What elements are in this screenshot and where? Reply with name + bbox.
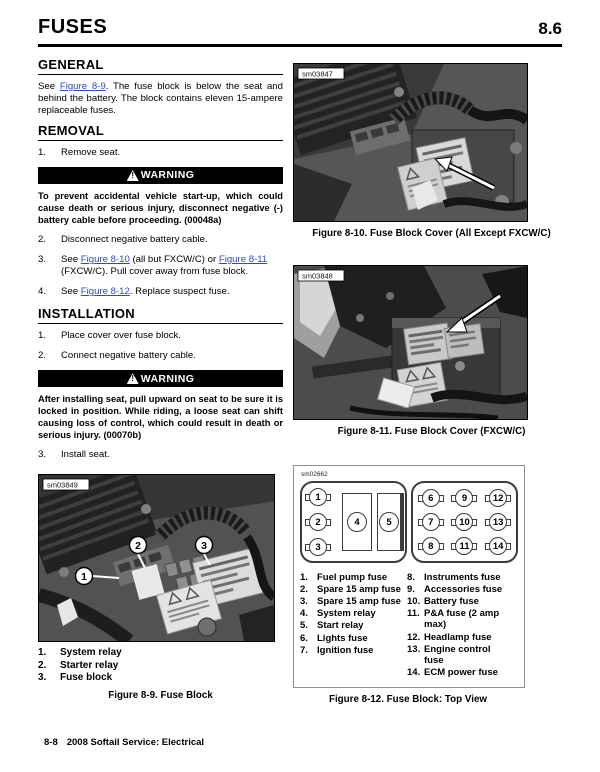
footer-page-number: 8-8 <box>44 737 58 748</box>
legend-number: 12. <box>407 631 421 643</box>
legend-number: 5. <box>300 620 308 632</box>
removal-heading: REMOVAL <box>38 123 283 141</box>
svg-text:1: 1 <box>81 571 87 584</box>
fuse-number: 10 <box>455 513 473 531</box>
text: See <box>61 254 81 266</box>
fuse-number: 9 <box>455 489 473 507</box>
page-footer <box>44 737 204 748</box>
step-text: Install seat. <box>61 449 110 461</box>
fuse-13 <box>485 513 511 531</box>
page-header <box>38 16 562 47</box>
figure-8-11 <box>293 265 570 437</box>
text: (FXCW/C). Pull cover away from fuse block. <box>61 266 249 278</box>
svg-text:2: 2 <box>135 540 141 553</box>
general-text-lead: See <box>38 81 60 92</box>
step-number: 4. <box>38 286 47 298</box>
legend-number: 3. <box>38 671 47 683</box>
legend-item <box>407 644 506 666</box>
legend-item <box>300 584 407 595</box>
legend-number: 10. <box>407 596 421 608</box>
legend-label: Battery fuse <box>424 596 479 608</box>
fuse-10 <box>451 513 477 531</box>
figure-8-12-link[interactable]: Figure 8-12 <box>80 286 130 298</box>
figure-caption <box>293 228 570 239</box>
legend-label: Spare 15 amp fuse <box>317 584 401 596</box>
legend-item <box>300 608 407 619</box>
legend-label: P&A fuse (2 amp max) <box>424 608 500 631</box>
figure-8-9-photo <box>38 474 275 642</box>
step-number: 2. <box>38 350 47 362</box>
legend-number: 14. <box>407 666 421 678</box>
right-column <box>293 52 570 705</box>
legend-item <box>407 584 506 595</box>
legend-label: Accessories fuse <box>424 584 503 596</box>
legend-item <box>38 660 283 672</box>
legend-item <box>300 620 407 631</box>
general-heading: GENERAL <box>38 57 283 75</box>
installation-step-1 <box>38 330 283 342</box>
figure-caption <box>293 426 570 437</box>
step-text: Disconnect negative battery cable. <box>61 234 208 246</box>
caption-text: Figure 8-12. Fuse Block: Top View <box>328 693 488 705</box>
legend-column-left <box>300 572 407 679</box>
legend-item <box>300 572 407 583</box>
legend-number: 7. <box>300 644 308 656</box>
fuse-number: 13 <box>489 513 507 531</box>
figure-8-9-link[interactable]: Figure 8-9 <box>59 81 106 92</box>
warning-icon <box>127 373 139 384</box>
fuse-12 <box>485 489 511 507</box>
figure-8-10 <box>293 63 570 239</box>
legend-label: System relay <box>60 647 122 659</box>
legend-item <box>300 633 407 644</box>
text: (all but FXCW/C) or <box>129 254 219 266</box>
figure-8-12-diagram <box>293 465 525 688</box>
warning-text: To prevent accidental vehicle start-up, which could cause death or serious injury, disconnect negative (-) battery cable before proceeding. (00048a) <box>38 190 283 226</box>
fuse-block-top-view <box>300 481 518 563</box>
legend-column-right <box>407 572 506 679</box>
step-text: Place cover over fuse block. <box>61 330 181 342</box>
figure-caption <box>293 694 523 705</box>
relay-number: 4 <box>347 512 367 532</box>
fuse-11 <box>451 537 477 555</box>
figure-8-11-link[interactable]: Figure 8-11 <box>218 254 268 266</box>
legend-item <box>300 645 407 656</box>
figure-8-10-photo <box>293 63 528 222</box>
legend-label: Ignition fuse <box>317 644 374 656</box>
installation-step-2 <box>38 350 283 362</box>
figure-8-9 <box>38 474 283 701</box>
general-text-rest: . The fuse block is below the seat and behind the battery. The block contains eleven 15-ampere replaceable fuses. <box>38 81 283 116</box>
step-number: 3. <box>38 449 47 461</box>
legend-number: 2. <box>300 584 308 596</box>
legend-label: Engine control fuse <box>424 643 491 666</box>
fuse-9 <box>451 489 477 507</box>
legend-item <box>300 596 407 607</box>
legend-label: Lights fuse <box>317 632 368 644</box>
fuse-block-right-section <box>411 481 518 563</box>
step-number: 2. <box>38 234 47 246</box>
step-text <box>61 286 283 298</box>
legend-label: Headlamp fuse <box>424 631 492 643</box>
warning-label: WARNING <box>140 372 195 385</box>
removal-step-4 <box>38 286 283 298</box>
legend-label: System relay <box>317 608 376 620</box>
fuse-number: 2 <box>309 513 327 531</box>
page-title: FUSES <box>38 16 108 38</box>
legend-number: 6. <box>300 632 308 644</box>
fuse-number: 8 <box>422 537 440 555</box>
relay-4 <box>342 493 372 551</box>
legend-label: Start relay <box>317 620 364 632</box>
step-number: 1. <box>38 330 47 342</box>
photo-id-tag <box>43 479 89 490</box>
fuse-6 <box>418 489 444 507</box>
svg-text:sm03849: sm03849 <box>47 480 78 490</box>
legend-item <box>407 608 506 630</box>
fuse-7 <box>418 513 444 531</box>
fuse-2 <box>305 513 331 531</box>
figure-8-9-legend <box>38 647 283 684</box>
callout-2 <box>130 537 147 554</box>
installation-step-3 <box>38 449 283 461</box>
fuse-14 <box>485 537 511 555</box>
warning-label: WARNING <box>140 169 195 182</box>
figure-8-11-photo <box>293 265 528 420</box>
removal-step-2 <box>38 234 283 246</box>
legend-number: 13. <box>407 643 421 655</box>
legend-number: 1. <box>38 647 47 659</box>
legend-number: 2. <box>38 659 47 671</box>
fuse-block-left-section <box>300 481 407 563</box>
legend-item <box>407 596 506 607</box>
legend-number: 3. <box>300 596 308 608</box>
legend-label: Starter relay <box>60 659 119 671</box>
figure-8-12-legend <box>300 572 518 679</box>
fuse-3 <box>305 538 331 556</box>
legend-number: 11. <box>407 608 420 620</box>
callout-1 <box>76 568 93 585</box>
legend-label: Fuse block <box>60 671 113 683</box>
fuse-number: 1 <box>309 488 327 506</box>
legend-label: ECM power fuse <box>424 666 498 678</box>
step-text: Connect negative battery cable. <box>61 350 196 362</box>
step-text <box>61 254 283 278</box>
fuse-number: 3 <box>309 538 327 556</box>
legend-item <box>407 572 506 583</box>
callout-3 <box>196 537 213 554</box>
fuse-number: 7 <box>422 513 440 531</box>
warning-icon <box>127 170 139 181</box>
legend-item <box>407 667 506 678</box>
legend-number: 8. <box>407 572 415 583</box>
legend-number: 9. <box>407 584 415 596</box>
legend-item <box>407 632 506 643</box>
general-paragraph <box>38 81 283 117</box>
fuse-number: 12 <box>489 489 507 507</box>
removal-step-3 <box>38 254 283 278</box>
caption-text: Figure 8-10. Fuse Block Cover (All Except FXCW/C) <box>312 228 551 239</box>
legend-label: Spare 15 amp fuse <box>317 596 401 608</box>
warning-banner <box>38 370 283 387</box>
installation-heading: INSTALLATION <box>38 306 283 324</box>
figure-caption <box>38 690 283 701</box>
fuse-8 <box>418 537 444 555</box>
legend-label: Instruments fuse <box>424 572 501 583</box>
fuse-number: 6 <box>422 489 440 507</box>
caption-text: Figure 8-11. Fuse Block Cover (FXCW/C) <box>337 426 526 437</box>
step-number: 1. <box>38 146 47 158</box>
relay-number: 5 <box>379 512 399 532</box>
step-text: Remove seat. <box>61 146 121 158</box>
caption-text: Figure 8-9. Fuse Block <box>108 689 213 701</box>
text: . Replace suspect fuse. <box>129 286 230 298</box>
photo-id-tag: sm02662 <box>301 471 328 478</box>
legend-number: 4. <box>300 608 308 620</box>
footer-text: 2008 Softail Service: Electrical <box>66 737 205 748</box>
relay-5 <box>377 493 404 551</box>
warning-text: After installing seat, pull upward on seat to be sure it is locked in position. While riding, a loose seat can shift causing loss of control, which could result in death or serious injury. (00070b) <box>38 394 283 441</box>
fuse-number: 11 <box>455 537 473 555</box>
svg-text:sm03847: sm03847 <box>302 69 333 79</box>
svg-text:sm03848: sm03848 <box>302 271 333 281</box>
removal-step-1 <box>38 147 283 159</box>
left-column <box>38 52 283 701</box>
legend-number: 1. <box>300 572 308 583</box>
warning-banner <box>38 167 283 184</box>
legend-label: Fuel pump fuse <box>317 572 388 583</box>
photo-id-tag <box>298 270 344 281</box>
photo-id-tag <box>298 68 344 79</box>
fuse-number: 14 <box>489 537 507 555</box>
legend-item <box>38 672 283 684</box>
text: See <box>61 286 81 298</box>
legend-item <box>38 647 283 659</box>
figure-8-10-link[interactable]: Figure 8-10 <box>80 254 130 266</box>
fuse-1 <box>305 488 331 506</box>
section-number: 8.6 <box>538 19 562 38</box>
svg-text:3: 3 <box>201 540 207 553</box>
figure-8-12 <box>293 465 570 705</box>
step-number: 3. <box>38 254 47 266</box>
